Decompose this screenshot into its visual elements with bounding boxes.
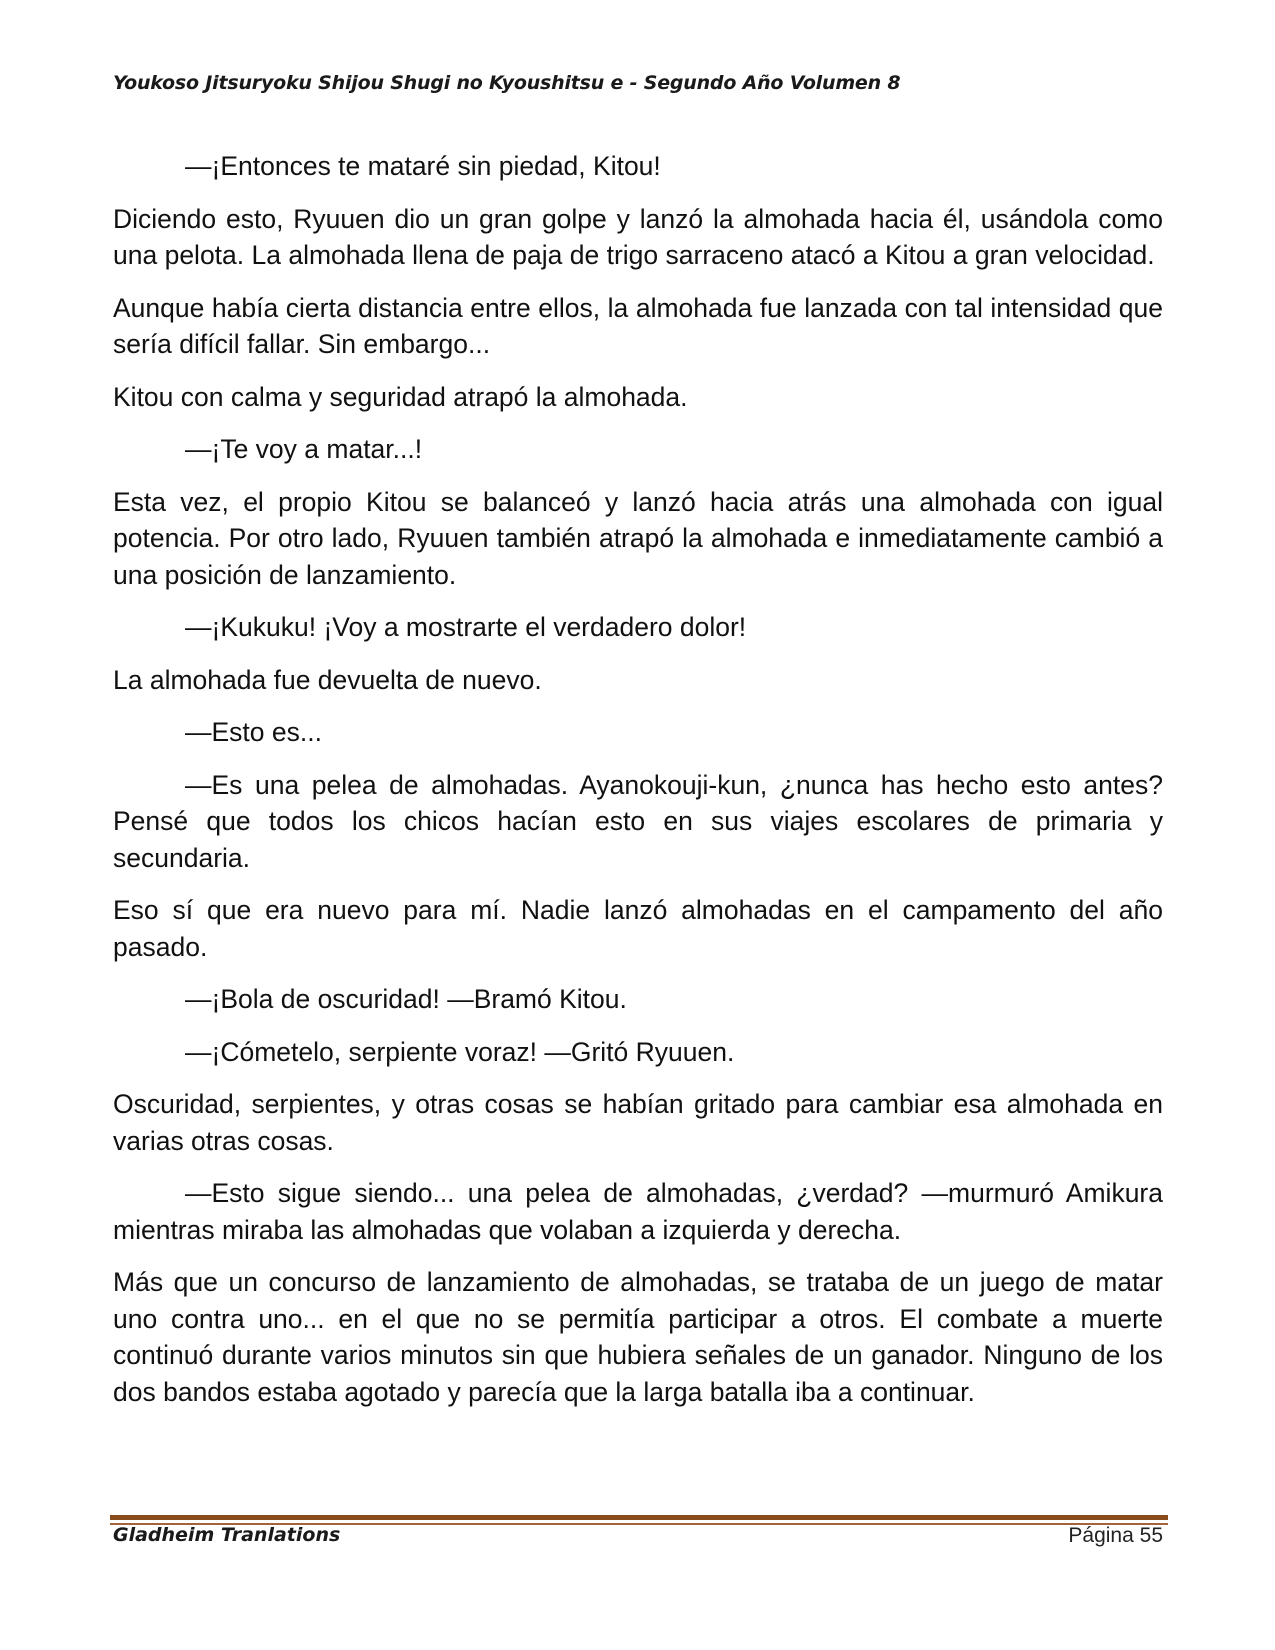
- paragraph: —¡Cómetelo, serpiente voraz! —Gritó Ryuuen.: [185, 1036, 735, 1067]
- footer-translator: Gladheim Tranlations: [113, 1524, 341, 1546]
- paragraph: —¡Entonces te mataré sin piedad, Kitou!: [185, 151, 661, 181]
- paragraph: Kitou con calma y seguridad atrapó la almohada.: [113, 381, 688, 412]
- paragraph: Oscuridad, serpientes, y otras cosas se habían gritado para cambiar esa almohada en varias otras cosas.: [113, 1089, 1163, 1156]
- paragraph: Eso sí que era nuevo para mí. Nadie lanzó almohadas en el campamento del año pasado.: [113, 895, 1163, 962]
- body-text: [113, 148, 1163, 1426]
- paragraph: —Esto es...: [185, 717, 322, 747]
- paragraph: —¡Kukuku! ¡Voy a mostrarte el verdadero dolor!: [185, 612, 747, 642]
- paragraph: —Esto sigue siendo... una pelea de almohadas, ¿verdad? —murmuró Amikura mientras miraba las almohadas que volaban a izquierda y derecha.: [113, 1178, 1163, 1245]
- paragraph: Diciendo esto, Ryuuen dio un gran golpe y lanzó la almohada hacia él, usándola como una pelota. La almohada llena de paja de trigo sarraceno atacó a Kitou a gran velocidad.: [113, 203, 1163, 270]
- footer-rule-thick: [110, 1515, 1168, 1520]
- paragraph: La almohada fue devuelta de nuevo.: [113, 664, 542, 695]
- paragraph: —¡Te voy a matar...!: [185, 434, 423, 464]
- page-label: Página: [1068, 1524, 1134, 1547]
- paragraph: Aunque había cierta distancia entre ellos, la almohada fue lanzada con tal intensidad que sería difícil fallar. Sin embargo...: [113, 292, 1163, 359]
- page-number: 55: [1139, 1524, 1163, 1547]
- paragraph: —Es una pelea de almohadas. Ayanokouji-kun, ¿nunca has hecho esto antes? Pensé que todos los chicos hacían esto en sus viajes escolares de primaria y secundaria.: [113, 769, 1163, 873]
- paragraph: Más que un concurso de lanzamiento de almohadas, se trataba de un juego de matar uno contra uno... en el que no se permitía participar a otros. El combate a muerte continuó durante varios minutos sin que hubiera señales de un ganador. Ninguno de los dos bandos estaba agotado y parecía que la larga batalla iba a continuar.: [113, 1267, 1163, 1407]
- page-number-block: [1068, 1524, 1163, 1548]
- paragraph: Esta vez, el propio Kitou se balanceó y lanzó hacia atrás una almohada con igual potencia. Por otro lado, Ryuuen también atrapó la almohada e inmediatamente cambió a una posición de lanzamiento.: [113, 486, 1163, 590]
- running-header: Youkoso Jitsuryoku Shijou Shugi no Kyoushitsu e - Segundo Año Volumen 8: [113, 72, 901, 94]
- paragraph: —¡Bola de oscuridad! —Bramó Kitou.: [185, 984, 627, 1014]
